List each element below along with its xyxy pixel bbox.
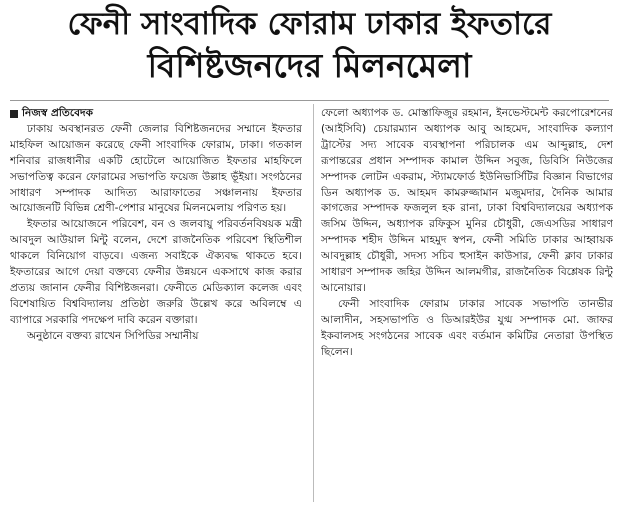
article-paragraph: ঢাকায় অবস্থানরত ফেনী জেলার বিশিষ্টজনদের সম্মানে ইফতার মাহফিল আয়োজন করেছে ফেনী সাংবাদিক ফোরাম, ঢাকা। গতকাল শনিবার রাজধানীর একটি হোটেলে আয়োজিত ইফতার মাহফিলে সভাপতিত্ব করেন ফোরামের সভাপতি ফয়েজ উল্লাহ ভূঁইয়া। সংগঠনের সাধারণ সম্পাদক আদিত্য আরাফাতের সঞ্চালনায় ইফতার আয়োজনটি বিভিন্ন শ্রেণী-পেশার মানুষের মিলনমেলায় পরিণত হয়। — [10, 122, 302, 215]
byline — [10, 106, 302, 122]
headline-divider — [10, 100, 609, 101]
headline-line-2: বিশিষ্টজনদের মিলনমেলা — [147, 46, 472, 85]
article-column-right — [321, 106, 613, 506]
headline — [0, 4, 619, 88]
article-paragraph: ফেনী সাংবাদিক ফোরাম ঢাকার সাবেক সভাপতি তানভীর আলাদীন, সহসভাপতি ও ডিআরইউর যুগ্ম সম্পাদক মো. জাফর ইকবালসহ সংগঠনের সাবেক এবং বর্তমান কমিটির নেতারা উপস্থিত ছিলেন। — [321, 297, 613, 358]
byline-text: নিজস্ব প্রতিবেদক — [22, 107, 93, 119]
headline-line-1: ফেনী সাংবাদিক ফোরাম ঢাকার ইফতারে — [67, 6, 552, 42]
column-divider — [313, 104, 314, 502]
article-paragraph: ফেলো অধ্যাপক ড. মোস্তাফিজুর রহমান, ইনভেস্টমেন্ট করপোরেশনের (আইসিবি) চেয়ারম্যান অধ্যাপক আবু আহমেদ, সাংবাদিক কল্যাণ ট্রাস্টের সদ্য সাবেক ব্যবস্থাপনা পরিচালক এম আব্দুল্লাহ, দেশ রূপান্তরের প্রধান সম্পাদক কামাল উদ্দিন সবুজ, ডিবিসি নিউজের সম্পাদক লোটন একরাম, স্ট্যামফোর্ড ইউনিভার্সিটির বিজ্ঞান বিভাগের ডিন অধ্যাপক ড. আহমদ কামরুজ্জামান মজুমদার, দৈনিক আমার কাগজের সম্পাদক ফজলুল হক রানা, ঢাকা বিশ্ববিদ্যালয়ের অধ্যাপক জসিম উদ্দিন, অধ্যাপক রফিকুস মুনির চৌধুরী, জেএসডির সাধারণ সম্পাদক শহীদ উদ্দিন মাহমুদ স্বপন, ফেনী সমিতি ঢাকার আহ্বায়ক আবদুল্লাহ চৌধুরী, সদস্য সচিব হুসাইন কাউসার, ফেনী ক্লাব ঢাকার সাধারণ সম্পাদক জহির উদ্দিন আলমগীর, রাজনৈতিক বিশ্লেষক রিন্টু আনোয়ার। — [321, 107, 613, 294]
article-column-left — [10, 106, 302, 506]
article-paragraph: ইফতার আয়োজনে পরিবেশ, বন ও জলবায়ু পরিবর্তনবিষয়ক মন্ত্রী আবদুল আউয়াল মিন্টু বলেন, দেশে রাজনৈতিক পরিবেশ স্থিতিশীল থাকলে বিনিয়োগ বাড়বে। এজন্য সবাইকে ঐক্যবদ্ধ থাকতে হবে। ইফতারের আগে দেয়া বক্তব্যে ফেনীর উন্নয়নে একসাথে কাজ করার প্রত্যয় জানান ফেনীর বিশিষ্টজনরা। ফেনীতে মেডিক্যাল কলেজ এবং বিশেষায়িত বিশ্ববিদ্যালয় প্রতিষ্ঠা জরুরি উল্লেখ করে অবিলম্বে এ ব্যাপারে সরকারি পদক্ষেপ দাবি করেন বক্তারা। — [10, 218, 302, 326]
bullet-square-icon — [10, 110, 18, 118]
article-paragraph: অনুষ্ঠানে বক্তব্য রাখেন সিপিডির সম্মানীয় — [26, 329, 199, 342]
